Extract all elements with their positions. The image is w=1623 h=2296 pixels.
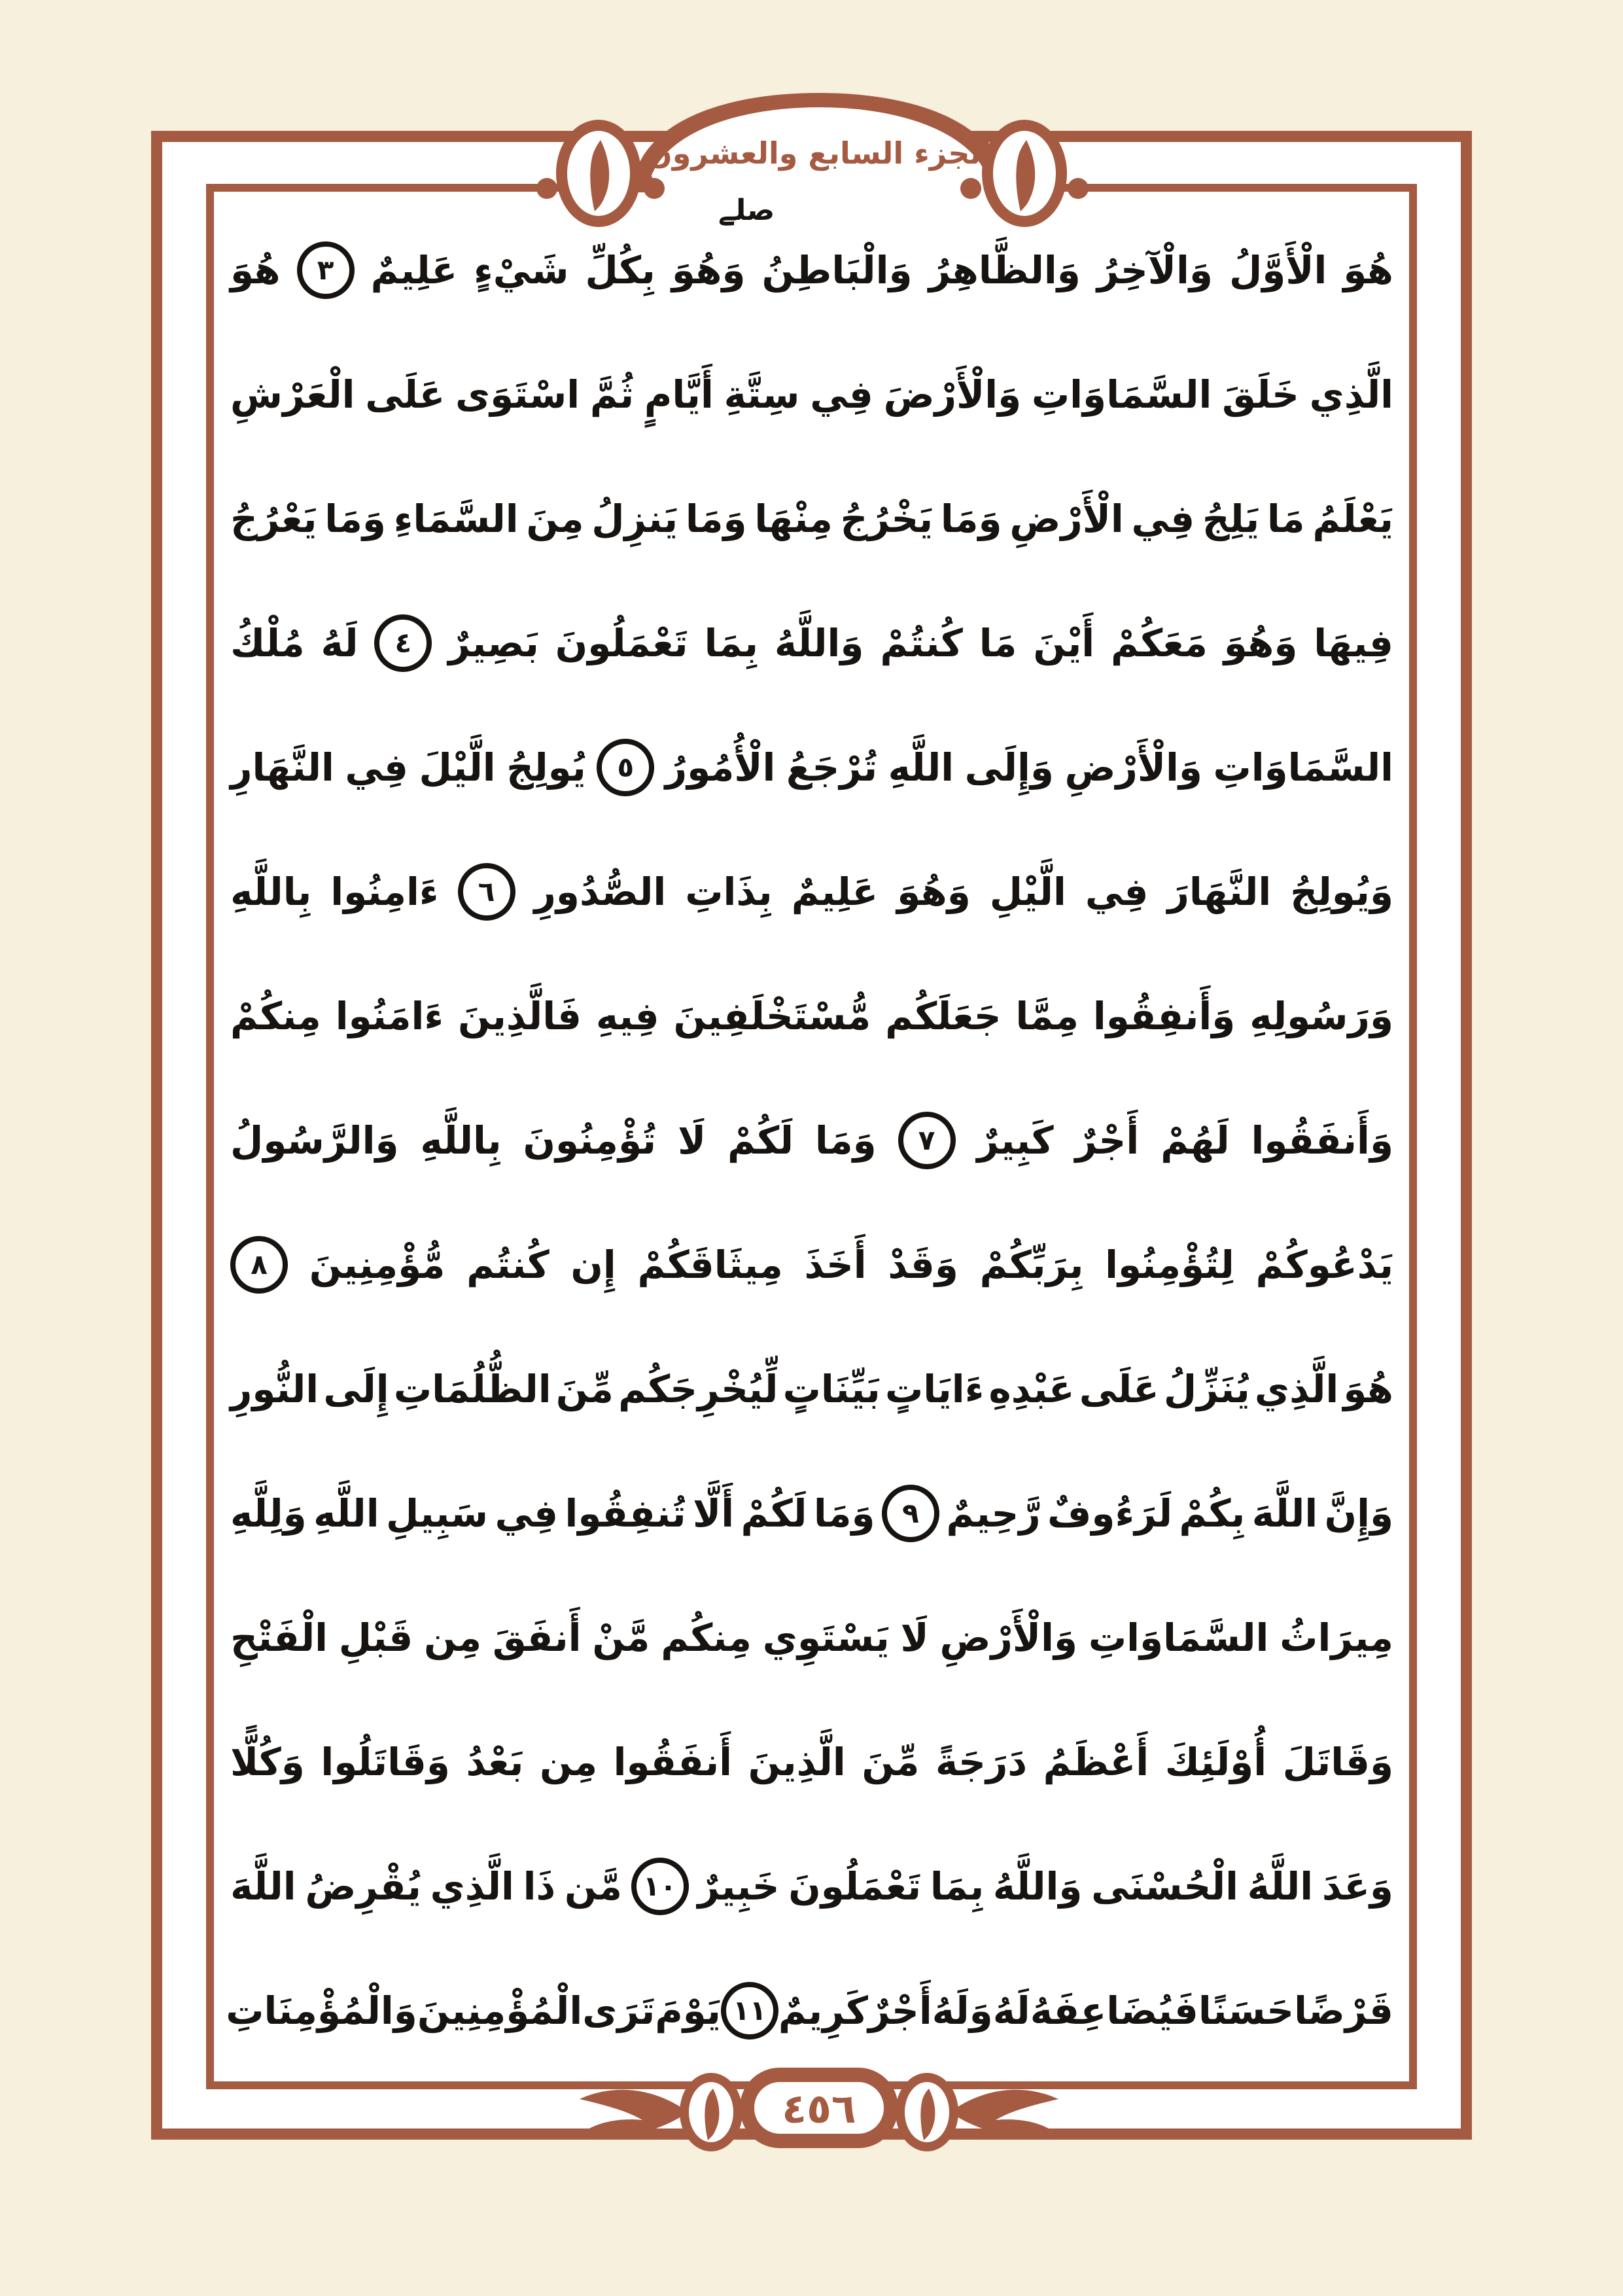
quran-word: مَا [979, 621, 1017, 665]
quran-word: فِي [495, 1491, 559, 1536]
quran-word: مِن [424, 1616, 482, 1660]
quran-line [230, 457, 1393, 581]
ayah-number-marker: ٨ [230, 1236, 288, 1294]
quran-text-block [226, 208, 1393, 2073]
quran-word: مِن [540, 1740, 598, 1784]
quran-word: لَهُمْ [1161, 1118, 1230, 1163]
ayah-number-marker: ١١ [721, 1982, 778, 2040]
quran-word: سِتَّةِ [724, 372, 800, 417]
quran-word: خَلَقَ [1222, 372, 1299, 417]
quran-line [230, 1327, 1393, 1451]
quran-word: بِرَبِّكُمْ [979, 1243, 1084, 1287]
quran-line [230, 1700, 1393, 1824]
quran-word: وَالرَّسُولُ [230, 1118, 399, 1163]
quran-word: مِّنَ [555, 1367, 614, 1411]
quran-word: لَا [900, 1616, 929, 1660]
quran-word: جَعَلَكُم [885, 994, 1002, 1038]
quran-word: مَّنْ [592, 1616, 650, 1660]
quran-word: يَوْمَ [655, 1988, 721, 2033]
quran-word: كَبِيرٌ [977, 1118, 1054, 1163]
quran-line [230, 830, 1393, 954]
quran-word: وَمَا [324, 497, 386, 541]
quran-word: تَعْمَلُونَ [555, 621, 688, 665]
quran-word: اسْتَوَى [455, 372, 580, 417]
quran-word: كُنتُم [466, 1243, 550, 1287]
quran-word: يَعْلَمُ [1312, 497, 1393, 541]
quran-word: يَخْرُجُ [840, 497, 934, 541]
quran-word: لَكُمْ [727, 1118, 794, 1163]
quran-word: وَالْأَرْضِ [1064, 745, 1202, 790]
quran-word: لِّيُخْرِجَكُم [618, 1367, 778, 1411]
quran-line [230, 1824, 1393, 1949]
quran-word: الَّذِي [1309, 372, 1393, 417]
quran-word: بِاللَّهِ [420, 1118, 502, 1163]
quran-word: تَرَى [582, 1988, 655, 2033]
quran-word: وَالْأَرْضَ [883, 372, 1022, 417]
quran-word: وَلَهُ [932, 1988, 993, 2033]
quran-word: تَعْمَلُونَ [788, 1864, 922, 1909]
quran-line [230, 581, 1393, 705]
base-curl-icon [960, 178, 981, 199]
quran-word: كَرِيمٌ [778, 1988, 868, 2033]
juz-title: الجزء السابع والعشرون [646, 135, 992, 171]
quran-word: بَصِيرٌ [448, 621, 539, 665]
quran-word: لَهُ [992, 1988, 1030, 2033]
quran-word: مُّؤْمِنِينَ [309, 1243, 445, 1287]
quran-word: عَلِيمٌ [370, 248, 458, 292]
quran-word: لِتُؤْمِنُوا [1105, 1243, 1234, 1287]
quran-word: مَعَكُمْ [1111, 621, 1208, 665]
base-curl-icon [644, 178, 665, 199]
quran-word: أَجْرٌ [867, 1988, 932, 2033]
quran-line [230, 208, 1393, 332]
quran-word: وَقَاتَلَ [1282, 1740, 1393, 1784]
quran-word: يَدْعُوكُمْ [1255, 1243, 1393, 1287]
quran-word: ثُمَّ [589, 372, 635, 417]
quran-word: الَّذِينَ [748, 1740, 846, 1784]
quran-word: النُّورِ [230, 1367, 319, 1411]
quran-word: خَبِيرٌ [697, 1864, 780, 1909]
quran-word: السَّمَاوَاتِ [1213, 745, 1393, 790]
quran-word: ءَايَاتٍ [884, 1367, 985, 1411]
quran-word: لَا [677, 1118, 707, 1163]
quran-word: بَعْدُ [466, 1740, 524, 1784]
quran-word: فِيهَا [1314, 621, 1393, 665]
quran-word: بَيِّنَاتٍ [782, 1367, 881, 1411]
quran-word: وَأَنفَقُوا [1251, 1118, 1393, 1163]
quran-word: وَكُلًّا [230, 1740, 305, 1784]
quran-word: وَالْأَرْضِ [939, 1616, 1078, 1660]
quran-word: فِي [1131, 497, 1195, 541]
quran-word: تُؤْمِنُونَ [523, 1118, 657, 1163]
quran-word: مِنَ [526, 497, 584, 541]
quran-word: إِلَى [323, 1367, 389, 1411]
quran-word: يُقْرِضُ [305, 1864, 421, 1909]
quran-word: وَمَا [685, 497, 747, 541]
leaf-flourish-icon [576, 2090, 688, 2140]
page-number: ٤٥٦ [782, 2085, 856, 2132]
quran-line [230, 1451, 1393, 1576]
base-curl-icon [1068, 178, 1089, 199]
quran-word: يُنَزِّلُ [1163, 1367, 1250, 1411]
quran-word: قَرْضًا [1294, 1988, 1393, 2033]
leaf-flourish-icon [950, 2090, 1062, 2140]
quran-word: وَالْبَاطِنُ [761, 248, 913, 292]
ayah-number-marker: ٧ [898, 1112, 956, 1169]
quran-word: أُوْلَئِكَ [1164, 1740, 1267, 1784]
quran-word: السَّمَاوَاتِ [1031, 372, 1212, 417]
quran-word: ذَا [523, 1864, 556, 1909]
quran-word: وَإِنَّ [1324, 1491, 1393, 1536]
ayah-number-marker: ٤ [374, 614, 432, 672]
quran-word: أَنفَقُوا [613, 1740, 733, 1784]
quran-word: أَلَّا [693, 1491, 735, 1536]
quran-word: وَيُولِجُ [1290, 870, 1393, 914]
quran-word: اللَّهَ [1251, 1491, 1318, 1536]
quran-word: يَنزِلُ [591, 497, 678, 541]
quran-word: بِمَا [930, 1864, 985, 1909]
quran-word: الَّذِي [430, 1864, 514, 1909]
quran-word: فَيُضَاعِفَهُ [1030, 1988, 1198, 2033]
quran-word: الَّذِي [1254, 1367, 1339, 1411]
quran-word: دَرَجَةً [935, 1740, 1028, 1784]
quran-line [230, 954, 1393, 1078]
quran-word: فِي [345, 745, 409, 790]
quran-word: مَّن [564, 1864, 622, 1909]
quran-word: عَلَى [365, 372, 445, 417]
quran-word: أَنفَقَ [492, 1616, 582, 1660]
quran-word: فَالَّذِينَ [457, 994, 582, 1038]
quran-word: وَالْمُؤْمِنَاتِ [226, 1988, 417, 2033]
quran-line [230, 1078, 1393, 1203]
quran-word: تُنفِقُوا [565, 1491, 686, 1536]
quran-line [230, 1576, 1393, 1700]
quran-word: أَخَذَ [804, 1243, 867, 1287]
quran-word: بِكُمْ [1179, 1491, 1246, 1536]
quran-word: لَرَءُوفٌ [1047, 1491, 1172, 1536]
quran-word: رَّحِيمٌ [946, 1491, 1041, 1536]
quran-word: هُوَ [1343, 1367, 1393, 1411]
quran-word: مِنكُم [661, 1616, 752, 1660]
quran-line [230, 705, 1393, 830]
base-curl-icon [536, 178, 557, 199]
quran-word: قَبْلِ [338, 1616, 413, 1660]
quran-word: عَلِيمٌ [791, 870, 879, 914]
quran-word: وَمَا [814, 1118, 877, 1163]
quran-word: مُلْكُ [230, 621, 305, 665]
quran-word: ءَامَنُوا [335, 994, 444, 1038]
quran-word: مِّنَ [862, 1740, 920, 1784]
quran-word: ءَامِنُوا [330, 870, 439, 914]
quran-word: مُّسْتَخْلَفِينَ [673, 994, 871, 1038]
quran-word: يَلِجُ [1202, 497, 1260, 541]
quran-word: فِي [1085, 870, 1149, 914]
quran-word: حَسَنًا [1198, 1988, 1295, 2033]
quran-word: الظُّلُمَاتِ [393, 1367, 551, 1411]
quran-word: مِنْهَا [754, 497, 833, 541]
quran-word: اللَّهِ [888, 745, 954, 790]
quran-word: اللَّهُ [1247, 1864, 1314, 1909]
quran-word: وَقَاتَلُوا [321, 1740, 450, 1784]
quran-word: وَمَا [940, 497, 1002, 541]
quran-word: مِنكُمْ [230, 994, 321, 1038]
quran-word: السَّمَاوَاتِ [1088, 1616, 1269, 1660]
quran-word: اللَّهِ [313, 1491, 379, 1536]
quran-word: إِن [570, 1243, 616, 1287]
quran-word: الصُّدُورِ [534, 870, 667, 914]
quran-word: يَسْتَوِي [762, 1616, 890, 1660]
quran-word: وَالظَّاهِرُ [928, 248, 1081, 292]
ayah-number-marker: ٦ [458, 863, 515, 921]
quran-word: وَاللَّهُ [992, 1864, 1083, 1909]
quran-word: شَيْءٍ [474, 248, 569, 292]
quran-word: الْعَرْشِ [230, 372, 355, 417]
quran-word: النَّهَارِ [230, 745, 334, 790]
quran-word: السَّمَاءِ [393, 497, 519, 541]
quran-word: هُوَ [230, 248, 281, 292]
quran-word: كُنتُمْ [880, 621, 963, 665]
quran-word: وَإِلَى [964, 745, 1054, 790]
quran-word: وَقَدْ [888, 1243, 958, 1287]
waqf-mark: صلے [718, 194, 775, 227]
quran-word: الْمُؤْمِنِينَ [417, 1988, 583, 2033]
quran-word: النَّهَارَ [1167, 870, 1272, 914]
quran-word: مِيثَاقَكُمْ [637, 1243, 783, 1287]
quran-word: وَمَا [813, 1491, 875, 1536]
quran-word: هُوَ [1343, 248, 1393, 292]
quran-word: فِي [810, 372, 873, 417]
quran-word: بِمَا [704, 621, 759, 665]
quran-word: لَهُ [321, 621, 358, 665]
quran-word: وَلِلَّهِ [230, 1491, 307, 1536]
quran-line [230, 332, 1393, 457]
quran-word: بِذَاتِ [685, 870, 773, 914]
quran-word: يُولِجُ [506, 745, 586, 790]
quran-word: وَالْآخِرُ [1096, 248, 1213, 292]
quran-word: وَهُوَ [1223, 621, 1298, 665]
quran-word: أَعْظَمُ [1043, 1740, 1149, 1784]
quran-word: وَرَسُولِهِ [1249, 994, 1393, 1038]
quran-line [230, 1203, 1393, 1327]
quran-word: وَعَدَ [1321, 1864, 1393, 1909]
quran-word: مِمَّا [1015, 994, 1079, 1038]
quran-word: اللَّهَ [230, 1864, 296, 1909]
ayah-number-marker: ٩ [882, 1485, 939, 1542]
quran-word: مَا [1266, 497, 1305, 541]
quran-word: عَبْدِهِ [988, 1367, 1075, 1411]
quran-word: الْأَرْضِ [1009, 497, 1124, 541]
quran-word: وَهُوَ [897, 870, 971, 914]
quran-word: الْأُمُورُ [665, 745, 776, 790]
quran-word: الَّيْلِ [989, 870, 1066, 914]
quran-word: أَجْرٌ [1075, 1118, 1140, 1163]
quran-word: الْحُسْنَى [1091, 1864, 1238, 1909]
quran-word: عَلَى [1079, 1367, 1159, 1411]
ayah-number-marker: ٣ [297, 241, 355, 299]
quran-word: أَيْنَ [1033, 621, 1095, 665]
quran-word: سَبِيلِ [385, 1491, 489, 1536]
quran-word: أَيَّامٍ [644, 372, 714, 417]
quran-word: بِكُلِّ [585, 248, 655, 292]
ayah-number-marker: ٥ [597, 739, 654, 796]
quran-word: لَكُمْ [741, 1491, 807, 1536]
quran-word: يَعْرُجُ [230, 497, 317, 541]
quran-word: بِاللَّهِ [230, 870, 312, 914]
ayah-number-marker: ١٠ [631, 1858, 689, 1915]
quran-word: الْأَوَّلُ [1229, 248, 1327, 292]
quran-word: مِيرَاثُ [1280, 1616, 1393, 1660]
quran-word: وَاللَّهُ [774, 621, 864, 665]
quran-word: تُرْجَعُ [786, 745, 878, 790]
quran-word: وَهُوَ [671, 248, 746, 292]
page-number-ornament [517, 2028, 1106, 2225]
quran-word: الْفَتْحِ [230, 1616, 328, 1660]
quran-word: الَّيْلَ [419, 745, 496, 790]
quran-word: وَأَنفِقُوا [1092, 994, 1236, 1038]
quran-word: فِيهِ [595, 994, 659, 1038]
